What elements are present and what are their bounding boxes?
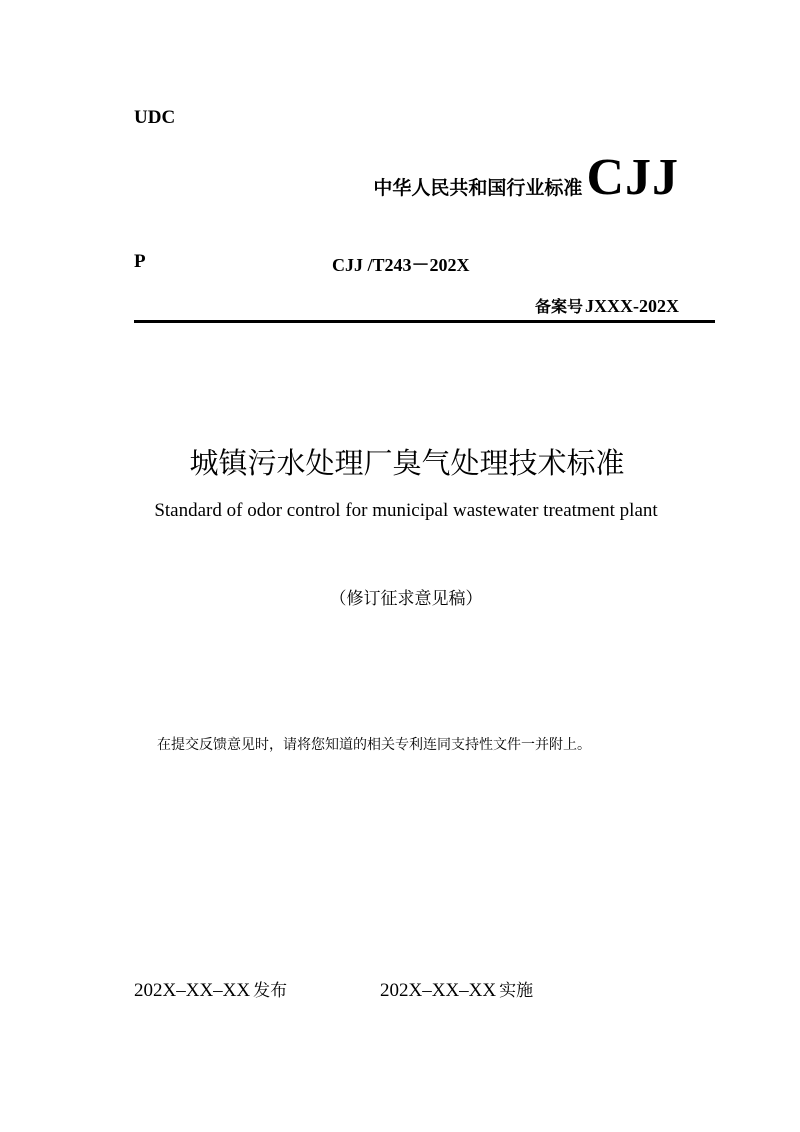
record-number-line [535, 294, 679, 317]
implement-date: 202X–XX–XX [380, 980, 497, 1001]
standard-number: CJJ /T243－202X [332, 255, 470, 275]
industry-code: CJJ [586, 149, 679, 206]
patent-notice: 在提交反馈意见时，请将您知道的相关专利连同支持性文件一并附上。 [157, 737, 591, 753]
implement-date-group [380, 976, 533, 1002]
industry-standard-line [373, 149, 679, 206]
publish-label: 发布 [253, 981, 288, 1001]
udc-label: UDC [134, 107, 176, 128]
english-title: Standard of odor control for municipal wastewater treatment plant [154, 500, 658, 521]
publish-date: 202X–XX–XX [134, 980, 251, 1001]
chinese-title: 城镇污水处理厂臭气处理技术标准 [189, 446, 625, 480]
draft-note: （修订征求意见稿） [329, 589, 483, 609]
record-label: 备案号 [534, 297, 583, 316]
record-number: JXXX-202X [585, 296, 679, 316]
implement-label: 实施 [499, 981, 534, 1001]
classification-code: P [134, 251, 146, 272]
header-divider [134, 320, 715, 323]
publish-date-group [134, 976, 287, 1002]
industry-standard-label: 中华人民共和国行业标准 [373, 177, 583, 199]
